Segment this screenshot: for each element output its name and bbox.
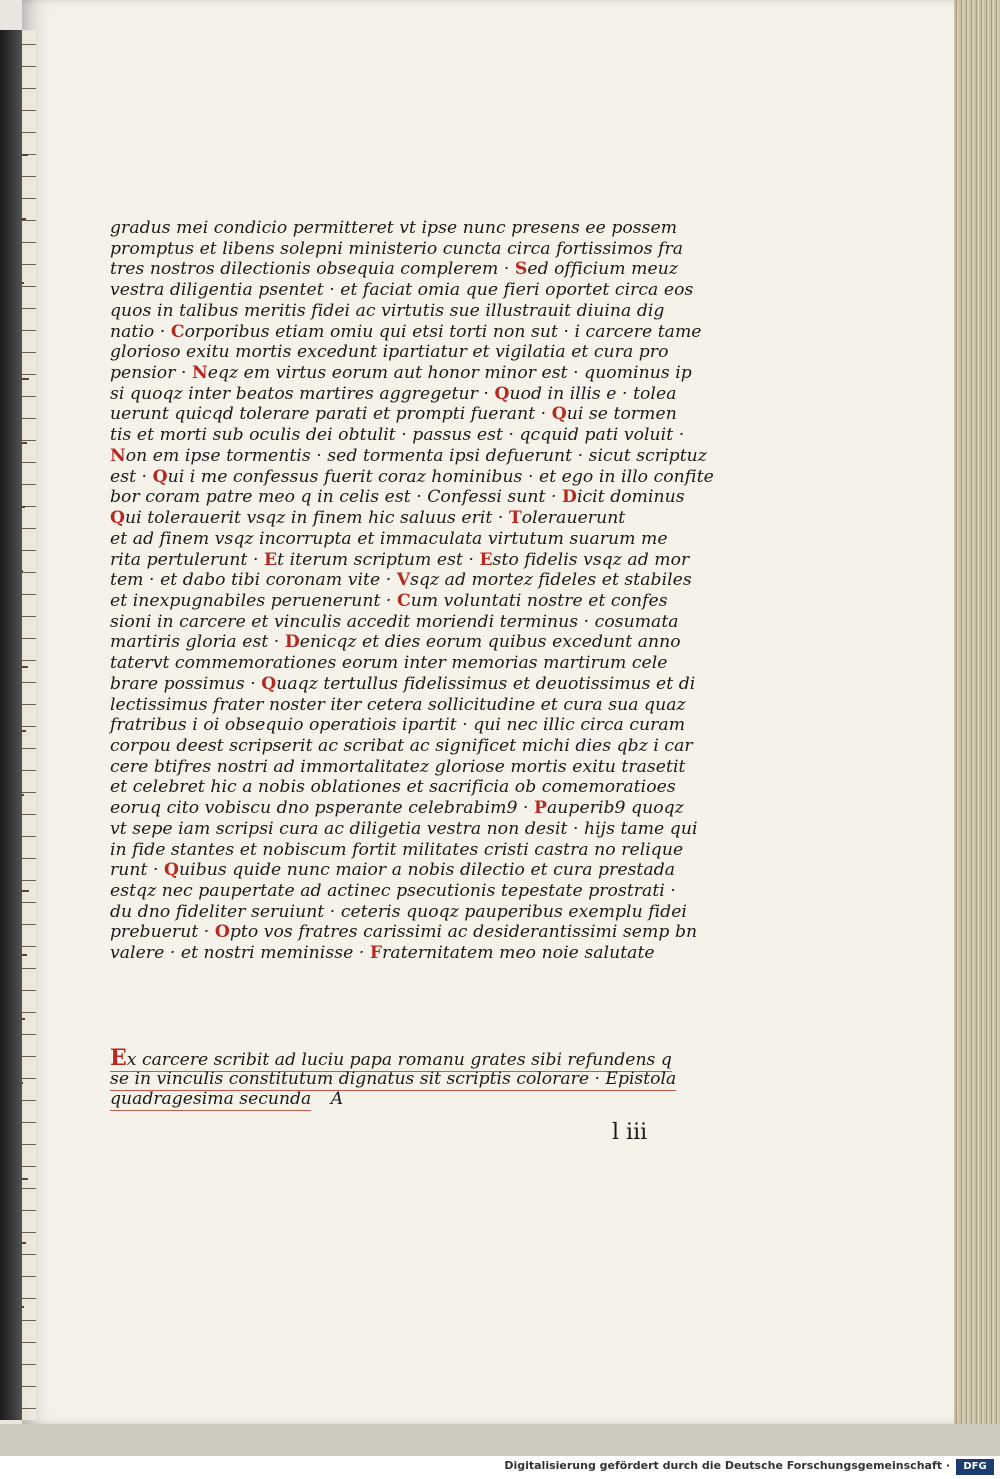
text-line: lectissimus frater noster iter cetera sollicitudine et cura sua quaz	[110, 694, 686, 715]
text-line: glorioso exitu mortis excedunt ipartiatur et vigilatia et cura pro	[110, 342, 669, 363]
text-line: quos in talibus meritis fidei ac virtutis sue illustrauit diuina dig	[110, 300, 665, 321]
text-line: et celebret hic a nobis oblationes et sacrificia ob comemoratioes	[110, 777, 676, 798]
footer-credit: Digitalisierung gefördert durch die Deutsche Forschungsgemeinschaft ·	[504, 1459, 950, 1472]
rubric-heading	[110, 1045, 690, 1110]
rubric-line: quadragesima secunda	[110, 1089, 312, 1110]
rubric-line: se in vinculis constitutum dignatus sit scriptis colorare · Epistola	[110, 1068, 677, 1089]
footer-bar	[0, 1456, 1000, 1479]
text-line: brare possimus · Quaqz tertullus fidelissimus et deuotissimus et di	[110, 673, 696, 694]
text-line: tres nostros dilectionis obsequia complerem · Sed officium meuz	[110, 259, 678, 280]
text-line: vt sepe iam scripsi cura ac diligetia vestra non desit · hijs tame qui	[110, 818, 698, 839]
text-line: tis et morti sub oculis dei obtulit · passus est · qcquid pati voluit ·	[110, 425, 685, 446]
text-line: valere · et nostri meminisse · Fraternitatem meo noie salutate	[110, 943, 655, 964]
scan-background	[0, 1424, 1000, 1456]
folio-number: l iii	[612, 1120, 648, 1145]
text-line: bor coram patre meo q in celis est · Confessi sunt · Dicit dominus	[110, 487, 685, 508]
text-line: vestra diligentia psentet · et faciat omia que fieri oportet circa eos	[110, 280, 694, 301]
text-line: rita pertulerunt · Et iterum scriptum est · Esto fidelis vsqz ad mor	[110, 549, 690, 570]
main-text-block	[110, 218, 714, 964]
text-line: corpou deest scripserit ac scribat ac significet michi dies qbz i car	[110, 735, 693, 756]
text-line: promptus et libens solepni ministerio cuncta circa fortissimos fra	[110, 238, 684, 259]
text-line: est · Qui i me confessus fuerit coraz hominibus · et ego in illo confite	[110, 466, 714, 487]
text-line: tem · et dabo tibi coronam vite · Vsqz ad mortez fideles et stabiles	[110, 570, 692, 591]
text-line: Non em ipse tormentis · sed tormenta ipsi defuerunt · sicut scriptuz	[110, 445, 707, 466]
dfg-logo: DFG	[956, 1459, 994, 1475]
text-line: natio · Corporibus etiam omiu qui etsi torti non sut · i carcere tame	[110, 321, 702, 342]
text-line: runt · Quibus quide nunc maior a nobis dilectio et cura prestada	[110, 860, 676, 881]
text-line: et inexpugnabiles peruenerunt · Cum voluntati nostre et confes	[110, 590, 668, 611]
signature-mark: A	[330, 1089, 344, 1110]
text-line: pensior · Neqz em virtus eorum aut honor minor est · quominus ip	[110, 363, 692, 384]
text-line: Qui tolerauerit vsqz in finem hic saluus erit · Tolerauerunt	[110, 508, 626, 529]
text-line: in fide stantes et nobiscum fortit militates cristi castra no relique	[110, 839, 684, 860]
text-line: sioni in carcere et vinculis accedit moriendi terminus · cosumata	[110, 611, 679, 632]
text-line: cere btifres nostri ad immortalitatez gloriose mortis exitu trasetit	[110, 756, 686, 777]
text-line: martiris gloria est · Denicqz et dies eorum quibus excedunt anno	[110, 632, 681, 653]
book-spine	[0, 30, 22, 1420]
text-line: gradus mei condicio permitteret vt ipse nunc presens ee possem	[110, 218, 678, 238]
text-line: uerunt quicqd tolerare parati et prompti fuerant · Qui se tormen	[110, 404, 677, 425]
text-line: prebuerut · Opto vos fratres carissimi ac desiderantissimi semp bn	[110, 922, 698, 943]
text-line: estqz nec paupertate ad actinec psecutionis tepestate prostrati ·	[110, 881, 676, 901]
rubric-line: Ex carcere scribit ad luciu papa romanu grates sibi refundens q	[110, 1045, 672, 1071]
text-line: fratribus i oi obsequio operatiois ipartit · qui nec illic circa curam	[110, 715, 686, 736]
text-line: et ad finem vsqz incorrupta et immaculata virtutum suarum me	[110, 528, 668, 549]
text-line: eoruq cito vobiscu dno psperante celebrabim9 · Pauperib9 quoqz	[110, 798, 684, 819]
page-fore-edge	[954, 0, 1000, 1424]
text-line: du dno fideliter seruiunt · ceteris quoqz pauperibus exemplu fidei	[110, 901, 687, 922]
text-line: tatervt commemorationes eorum inter memorias martirum cele	[110, 653, 668, 674]
text-line: si quoqz inter beatos martires aggregetur · Quod in illis e · tolea	[110, 383, 677, 404]
